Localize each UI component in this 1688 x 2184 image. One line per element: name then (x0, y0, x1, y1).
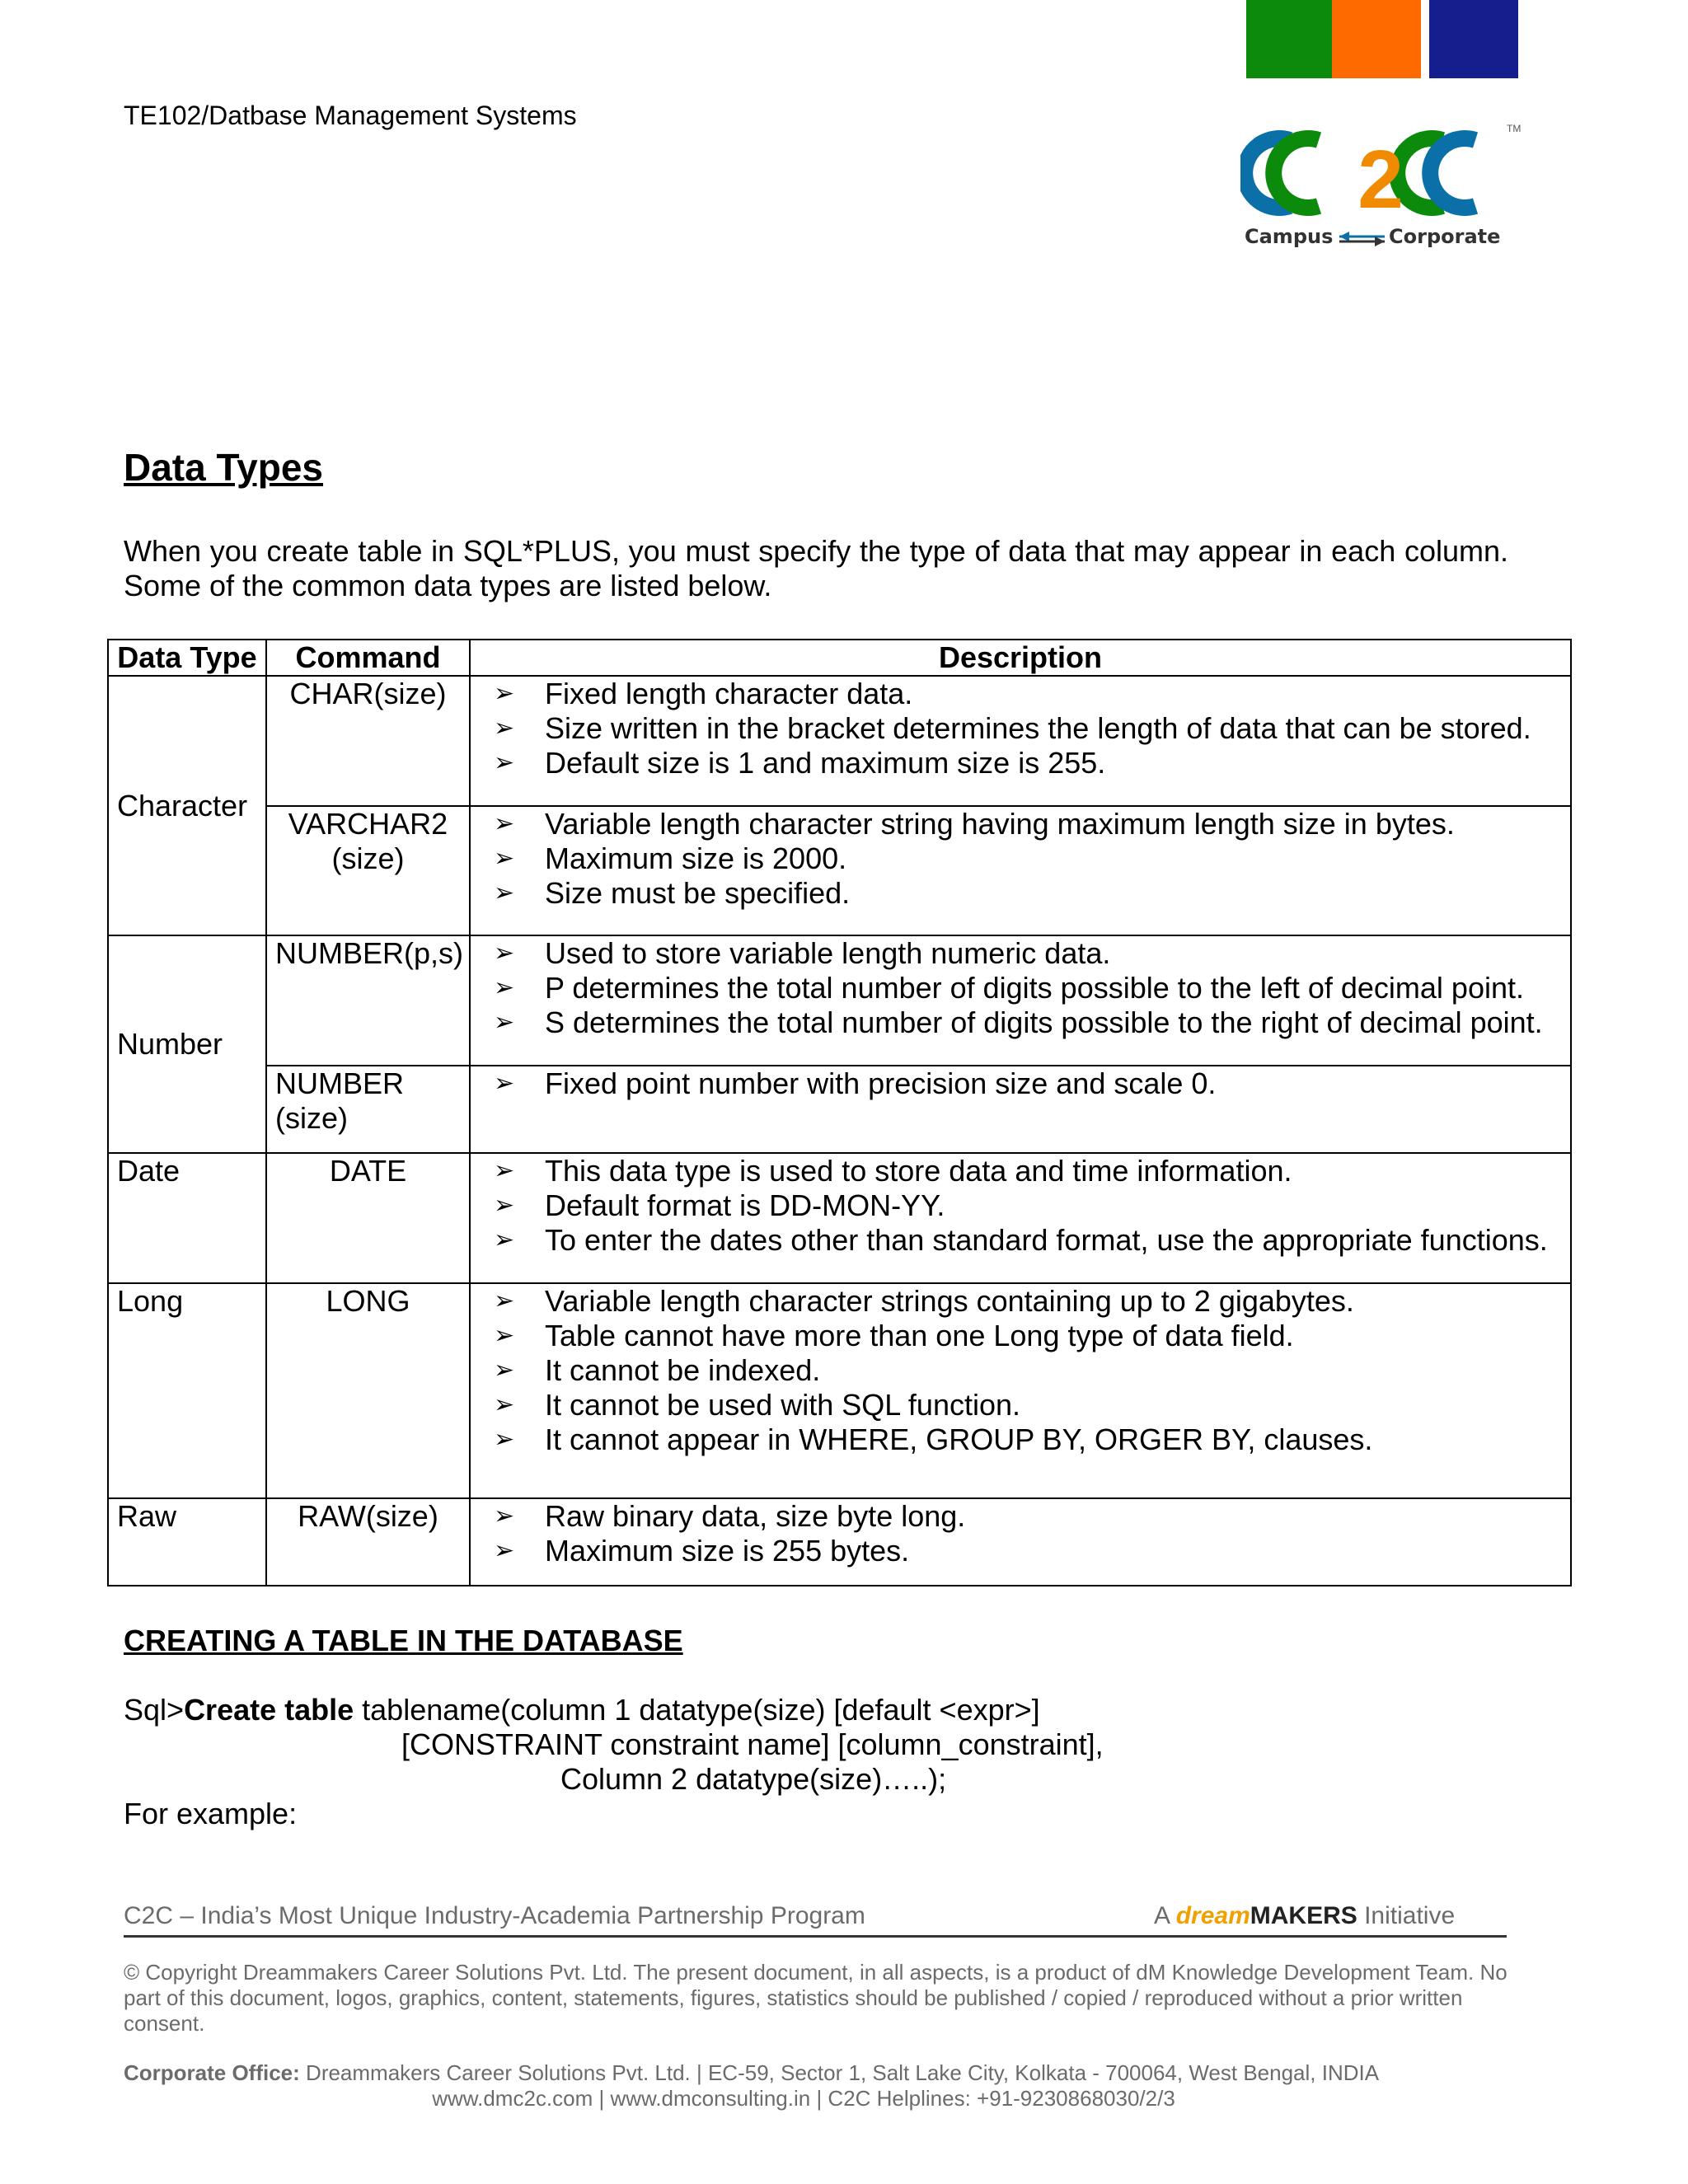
description-text: Maximum size is 2000. (545, 841, 847, 875)
description-text: S determines the total number of digits possible to the right of decimal point. (545, 1005, 1543, 1040)
command-cell: NUMBER(p,s) (266, 935, 470, 1066)
type-cell: Number (108, 935, 266, 1153)
description-text: Size written in the bracket determines the length of data that can be stored. (545, 711, 1531, 745)
description-text: Default format is DD-MON-YY. (545, 1188, 945, 1223)
arrow-bullet-icon: ➢ (494, 1390, 515, 1418)
arrow-bullet-icon: ➢ (494, 680, 515, 707)
syntax-keyword: Create table (184, 1693, 354, 1727)
creating-heading: CREATING A TABLE IN THE DATABASE (124, 1624, 683, 1657)
syntax-line-1 (124, 1693, 1040, 1727)
list-item (494, 875, 1562, 911)
table-row (108, 1498, 1571, 1586)
command-cell: LONG (266, 1283, 470, 1498)
description-cell (470, 1283, 1571, 1498)
arrow-bullet-icon: ➢ (494, 1321, 515, 1349)
command-cell: VARCHAR2 (size) (266, 806, 470, 936)
initiative-prefix: A (1154, 1902, 1176, 1929)
type-cell: Long (108, 1283, 266, 1498)
data-types-table (107, 639, 1572, 1586)
footer-web: www.dmc2c.com | www.dmconsulting.in | C2C Helplines: +91-9230868030/2/3 (432, 2086, 1175, 2111)
list-item (494, 841, 1562, 876)
arrow-bullet-icon: ➢ (494, 1226, 515, 1254)
syntax-line-2: [CONSTRAINT constraint name] [column_constraint], (401, 1727, 1104, 1761)
initiative-makers: MAKERS (1250, 1902, 1357, 1929)
description-text: Raw binary data, size byte long. (545, 1498, 966, 1533)
arrow-bullet-icon: ➢ (494, 844, 515, 872)
table-row (108, 806, 1571, 936)
header-description: Description (470, 640, 1571, 676)
table-row (108, 1283, 1571, 1498)
list-item (494, 1422, 1562, 1457)
arrow-bullet-icon: ➢ (494, 809, 515, 837)
command-cell: DATE (266, 1153, 470, 1283)
for-example-label: For example: (124, 1797, 298, 1830)
description-text: Fixed length character data. (545, 677, 913, 710)
header-command: Command (266, 640, 470, 676)
c2c-logo-mark (1245, 134, 1475, 226)
description-cell (470, 1153, 1571, 1283)
arrow-bullet-icon: ➢ (494, 1070, 515, 1098)
description-text: To enter the dates other than standard format, use the appropriate functions. (545, 1223, 1548, 1258)
description-text: It cannot appear in WHERE, GROUP BY, ORGER BY, clauses. (545, 1422, 1373, 1456)
footer-program: C2C – India’s Most Unique Industry-Academia Partnership Program (124, 1902, 865, 1929)
description-cell (470, 676, 1571, 806)
logo-tagline-corporate: Corporate (1389, 225, 1501, 248)
list-item (494, 711, 1562, 746)
list-item (494, 1283, 1562, 1319)
brand-square-blue (1429, 0, 1518, 78)
description-cell (470, 806, 1571, 936)
arrow-bullet-icon: ➢ (494, 1286, 515, 1315)
description-text: Used to store variable length numeric data. (545, 936, 1111, 971)
footer-copyright: © Copyright Dreammakers Career Solutions Pvt. Ltd. The present document, in all aspects, is a product of dM Knowledge Development Team. No part of this document, logos, graphics, content, statements, figures, statistics should be published / copied / reproduced without a prior written consent. (124, 1960, 1507, 2036)
command-cell: NUMBER (size) (266, 1066, 470, 1153)
table-row (108, 1066, 1571, 1153)
arrow-bullet-icon: ➢ (494, 1425, 515, 1453)
list-item (494, 677, 1562, 711)
description-text: P determines the total number of digits possible to the left of decimal point. (545, 971, 1524, 1005)
description-text: Fixed point number with precision size and scale 0. (545, 1066, 1217, 1101)
syntax-line-3: Column 2 datatype(size)…..); (560, 1762, 947, 1796)
command-cell: CHAR(size) (266, 676, 470, 806)
section-title: Data Types (124, 446, 324, 489)
list-item (494, 1223, 1562, 1258)
office-label: Corporate Office: (124, 2060, 300, 2085)
list-item (494, 1352, 1562, 1388)
list-item (494, 971, 1562, 1005)
footer-divider (124, 1935, 1507, 1938)
list-item (494, 1154, 1562, 1188)
list-item (494, 1318, 1562, 1353)
list-item (494, 1188, 1562, 1223)
footer-initiative (1154, 1902, 1455, 1930)
logo-2-glyph: 2 (1357, 134, 1404, 226)
description-cell (470, 1498, 1571, 1586)
arrow-bullet-icon: ➢ (494, 1157, 515, 1185)
arrow-bullet-icon: ➢ (494, 1192, 515, 1220)
header-data-type: Data Type (108, 640, 266, 676)
arrow-bullet-icon: ➢ (494, 974, 515, 1002)
list-item (494, 1533, 1562, 1568)
list-item (494, 1005, 1562, 1040)
intro-paragraph: When you create table in SQL*PLUS, you must specify the type of data that may appear in each column. Some of the common data types are listed below. (124, 534, 1508, 602)
syntax-prompt: Sql> (124, 1693, 185, 1727)
syntax-rest: tablename(column 1 datatype(size) [default <expr>] (354, 1693, 1040, 1727)
description-text: This data type is used to store data and time information. (545, 1154, 1292, 1188)
type-cell: Raw (108, 1498, 266, 1586)
description-cell (470, 1066, 1571, 1153)
list-item (494, 806, 1562, 841)
footer-office (124, 2060, 1525, 2086)
c2c-logo (1240, 115, 1521, 255)
table-row (108, 1153, 1571, 1283)
description-text: Variable length character string having maximum length size in bytes. (545, 806, 1455, 841)
arrow-bullet-icon: ➢ (494, 879, 515, 907)
initiative-dream: dream (1175, 1902, 1250, 1929)
list-item (494, 1387, 1562, 1422)
logo-tagline-campus: Campus (1245, 225, 1334, 248)
description-text: Maximum size is 255 bytes. (545, 1533, 910, 1568)
description-text: It cannot be used with SQL function. (545, 1387, 1021, 1422)
initiative-suffix: Initiative (1357, 1902, 1456, 1929)
course-title: TE102/Datbase Management Systems (124, 101, 577, 130)
description-text: Table cannot have more than one Long type of data field. (545, 1318, 1294, 1352)
table-row (108, 935, 1571, 1066)
table-header-row (108, 640, 1571, 676)
type-cell: Date (108, 1153, 266, 1283)
command-cell: RAW(size) (266, 1498, 470, 1586)
arrow-bullet-icon: ➢ (494, 1356, 515, 1384)
list-item (494, 746, 1562, 780)
arrow-bullet-icon: ➢ (494, 1502, 515, 1530)
description-text: Default size is 1 and maximum size is 255. (545, 746, 1106, 780)
list-item (494, 1498, 1562, 1534)
office-address: Dreammakers Career Solutions Pvt. Ltd. | EC-59, Sector 1, Salt Lake City, Kolkata - 700064, West Bengal, INDIA (299, 2060, 1380, 2085)
brand-square-orange (1332, 0, 1421, 78)
list-item (494, 1066, 1562, 1101)
exchange-arrow-icon (1339, 232, 1385, 246)
type-cell: Character (108, 676, 266, 935)
list-item (494, 936, 1562, 971)
arrow-bullet-icon: ➢ (494, 1536, 515, 1564)
brand-square-green (1246, 0, 1335, 78)
description-cell (470, 935, 1571, 1066)
description-text: Size must be specified. (545, 875, 851, 910)
logo-tm: TM (1507, 123, 1521, 134)
table-row (108, 676, 1571, 806)
arrow-bullet-icon: ➢ (494, 715, 515, 742)
description-text: Variable length character strings containing up to 2 gigabytes. (545, 1283, 1354, 1318)
arrow-bullet-icon: ➢ (494, 940, 515, 968)
arrow-bullet-icon: ➢ (494, 749, 515, 776)
arrow-bullet-icon: ➢ (494, 1009, 515, 1037)
description-text: It cannot be indexed. (545, 1352, 821, 1387)
